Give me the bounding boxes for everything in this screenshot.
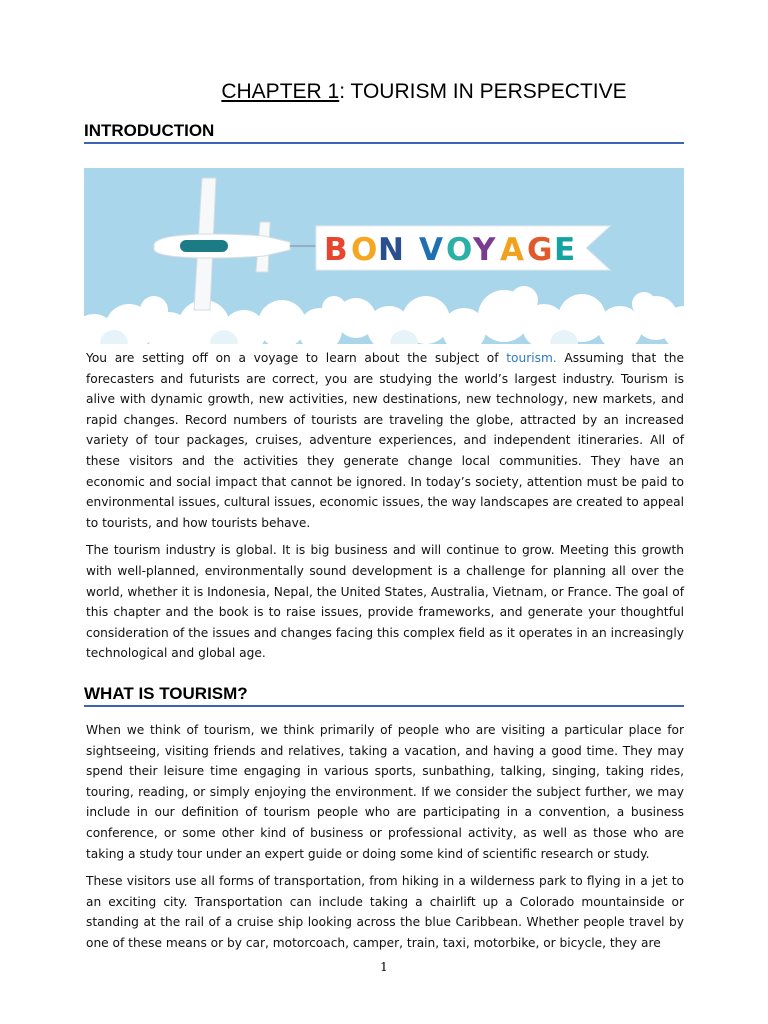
banner-letter: O bbox=[446, 232, 473, 268]
bon-voyage-banner-image bbox=[84, 168, 684, 344]
intro-p1-text-after: Assuming that the forecasters and futurists are correct, you are studying the world’s largest industry. Tourism is alive with dynamic growth, new activities, new destinations, new technology, new markets, and rapid changes. Record numbers of tourists are traveling the globe, attracted by an increased variety of tour packages, cruises, adventure experiences, and independent itineraries. All of these visitors and the activities they generate change local communities. They have an economic and social impact that cannot be ignored. In today’s society, attention must be paid to environmental issues, cultural issues, economic issues, the way landscapes are created to appeal to tourists, and how tourists behave. bbox=[86, 351, 684, 530]
intro-paragraph-2: The tourism industry is global. It is big business and will continue to grow. Meeting this growth with well-planned, environmentally sound development is a challenge for planning all over the world, whether it is Indonesia, Nepal, the United States, Australia, Vietnam, or France. The goal of this chapter and the book is to raise issues, provide frameworks, and generate your thoughtful consideration of the issues and changes facing this complex field as it operates in an increasingly technological and global age. bbox=[86, 543, 684, 661]
banner-letter: N bbox=[378, 232, 404, 268]
banner-letter: E bbox=[554, 232, 576, 268]
bon-voyage-lettering bbox=[324, 232, 575, 268]
intro-paragraph-1 bbox=[86, 348, 684, 533]
chapter-label: CHAPTER 1 bbox=[221, 80, 340, 103]
banner-letter: Y bbox=[473, 232, 496, 268]
page-number: 1 bbox=[380, 960, 388, 974]
banner-letter: O bbox=[351, 232, 378, 268]
banner-letter: B bbox=[324, 232, 348, 268]
banner-letter: G bbox=[527, 232, 553, 268]
intro-p1-text-before: You are setting off on a voyage to learn about the subject of bbox=[86, 351, 507, 365]
tourism-keyword: tourism. bbox=[506, 351, 557, 365]
chapter-title-text: : TOURISM IN PERSPECTIVE bbox=[339, 80, 627, 103]
banner-letter: V bbox=[419, 232, 443, 268]
chapter-title bbox=[0, 78, 768, 106]
what-is-paragraph-1: When we think of tourism, we think primarily of people who are visiting a particular place for sightseeing, visiting friends and relatives, taking a vacation, and having a good time. They may spend their leisure time engaging in various sports, sunbathing, talking, singing, taking rides, touring, reading, or simply enjoying the environment. If we consider the subject further, we may include in our definition of tourism people who are participating in a convention, a business conference, or some other kind of business or professional activity, as well as those who are taking a study tour under an expert guide or doing some kind of scientific research or study. bbox=[86, 723, 684, 861]
section-heading-introduction: INTRODUCTION bbox=[84, 121, 684, 144]
what-is-paragraph-2: These visitors use all forms of transportation, from hiking in a wilderness park to flying in a jet to an exciting city. Transportation can include taking a chairlift up a Colorado mountainside or standing at the rail of a cruise ship looking across the blue Caribbean. Whether people travel by one of these means or by car, motorcoach, camper, train, taxi, motorbike, or bicycle, they are bbox=[86, 874, 684, 950]
introduction-body bbox=[86, 348, 684, 671]
banner-letter: A bbox=[500, 232, 524, 268]
section-heading-what-is-tourism: WHAT IS TOURISM? bbox=[84, 684, 684, 707]
what-is-tourism-body bbox=[86, 720, 684, 961]
